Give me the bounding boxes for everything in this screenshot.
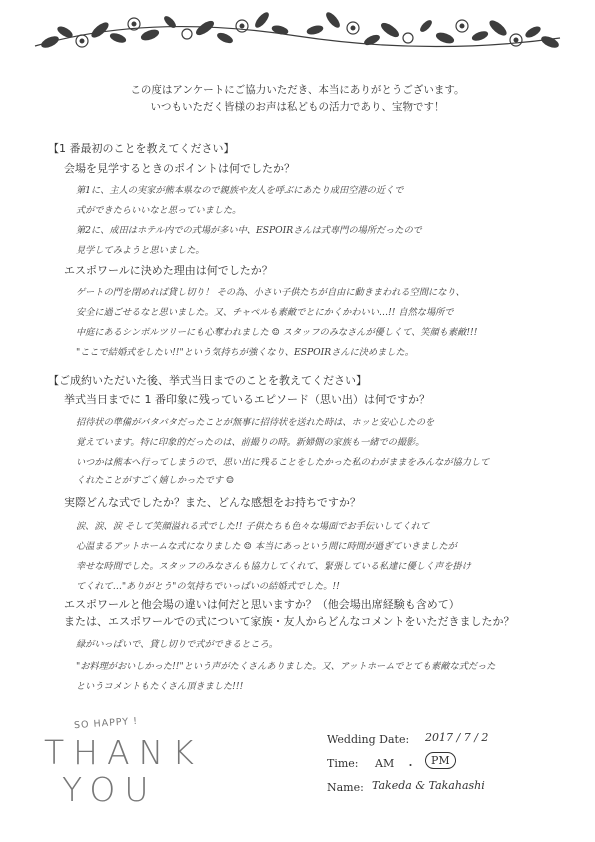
section-1-heading: 【1 番最初のことを教えてください】 <box>48 142 235 155</box>
so-happy-label: SO HAPPY ! <box>73 715 139 732</box>
answer-line: "お料理がおいしかった!!"という声がたくさんありました。又、アットホームでとても素敵な式だった <box>76 661 496 672</box>
answer-line: 涙、涙、涙 そして笑顔溢れる式でした!! 子供たちも色々な場面でお手伝いしてくれて <box>76 521 430 532</box>
wedding-date-label: Wedding Date: <box>327 733 410 746</box>
time-am: AM <box>375 757 395 770</box>
question-2-2: 実際どんな式でしたか？また、どんな感想をお持ちですか？ <box>64 496 361 509</box>
answer-line: 招待状の準備がバタバタだったことが無事に招待状を送れた時は、ホッと安心したのを <box>76 417 435 428</box>
answer-line: 中庭にあるシンボルツリーにも心奪われました ☺ スタッフのみなさんが優しくて、笑顔も素敵!!! <box>76 327 478 338</box>
answer-line: 式ができたらいいなと思っていました。 <box>76 205 242 216</box>
section-2-heading: 【ご成約いただいた後、挙式当日までのことを教えてください】 <box>48 374 367 387</box>
answer-line: 覚えています。特に印象的だったのは、前撮りの時。新婦側の家族も一緒での撮影。 <box>76 437 425 448</box>
answer-line: 心温まるアットホームな式になりました ☺ 本当にあっという間に時間が過ぎていきましたが <box>76 541 457 552</box>
answer-line: 見学してみようと思いました。 <box>76 245 205 256</box>
answer-line: 幸せな時間でした。スタッフのみなさんも協力してくれて、緊張している私達に優しく声を掛け <box>76 561 471 572</box>
question-2-3: エスポワールと他会場の違いは何だと思いますか？（他会場出席経験も含めて） <box>64 598 460 611</box>
time-label: Time: <box>327 757 359 770</box>
time-pm-selected: PM <box>425 752 456 769</box>
wedding-date-value: 2017 / 7 / 2 <box>425 731 489 744</box>
question-1-2: エスポワールに決めた理由は何でしたか？ <box>64 264 273 277</box>
answer-line: 第2に、成田はホテル内での式場が多い中、ESPOIRさんは式専門の場所だったので <box>76 225 422 236</box>
answer-line: てくれて…"ありがとう"の気持ちでいっぱいの結婚式でした。!! <box>76 581 340 592</box>
answer-line: 緑がいっぱいで、貸し切りで式ができるところ。 <box>76 639 278 650</box>
thank-heading: THANK <box>44 733 203 772</box>
name-value: Takeda & Takahashi <box>372 779 485 792</box>
answer-line: 安全に過ごせるなと思いました。又、チャペルも素敵でとにかくかわいい…!! 自然な場所で <box>76 307 454 318</box>
answer-line: 第1に、主人の実家が熊本県なので親族や友人を呼ぶにあたり成田空港の近くで <box>76 185 404 196</box>
intro-line-1: この度はアンケートにご協力いただき、本当にありがとうございます。 <box>130 84 465 96</box>
answer-line: "ここで結婚式をしたい!!"という気持ちが強くなり、ESPOIRさんに決めました。 <box>76 347 414 358</box>
answer-line: ゲートの門を閉めれば貸し切り！ その為、小さい子供たちが自由に動きまわれる空間になり、 <box>76 287 465 298</box>
leaf-garland-icon <box>30 8 565 63</box>
name-label: Name: <box>327 781 364 794</box>
answer-line: いつかは熊本へ行ってしまうので、思い出に残ることをしたかった私のわがままをみんなが協力して <box>76 457 490 468</box>
intro-line-2: いつもいただく皆様のお声は私どもの活力であり、宝物です！ <box>150 101 445 113</box>
question-2-3-sub: または、エスポワールでの式について家族・友人からどんなコメントをいただきましたか？ <box>64 615 515 628</box>
question-2-1: 挙式当日までに 1 番印象に残っているエピソード（思い出）は何ですか？ <box>64 393 430 406</box>
answer-line: というコメントもたくさん頂きました!!! <box>76 681 244 692</box>
question-1-1: 会場を見学するときのポイントは何でしたか？ <box>64 162 295 175</box>
time-separator: ・ <box>405 759 416 772</box>
you-heading: YOU <box>62 770 158 809</box>
answer-line: くれたことがすごく嬉しかったです ☺ <box>76 475 235 486</box>
